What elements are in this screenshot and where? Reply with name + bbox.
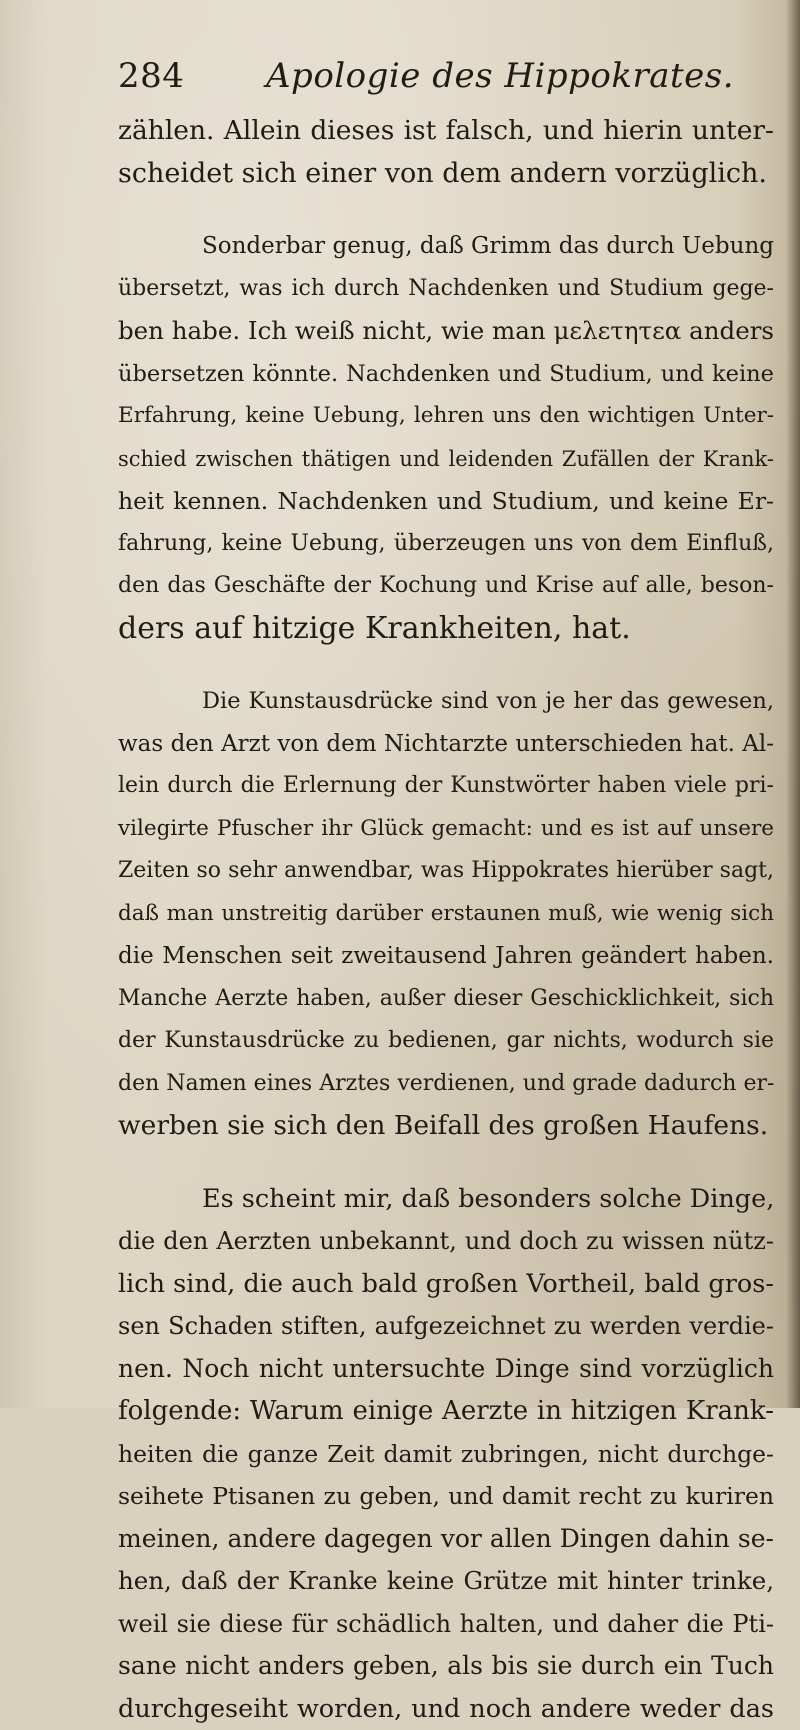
text-line: zählen. Allein dieses ist falsch, und hierin unter- [118, 110, 774, 153]
text-line: durchgeseiht worden, und noch andere weder das [118, 1688, 774, 1730]
text-line: übersetzen könnte. Nachdenken und Studium, und keine [118, 353, 774, 396]
text-line: seihete Ptisanen zu geben, und damit recht zu kuriren [118, 1475, 774, 1518]
text-line: was den Arzt von dem Nichtarzte unterschieden hat. Al- [118, 723, 774, 766]
text-line: sane nicht anders geben, als bis sie durch ein Tuch [118, 1645, 774, 1688]
text-line: Es scheint mir, daß besonders solche Dinge, [118, 1178, 774, 1221]
text-line: werben sie sich den Beifall des großen Haufens. [118, 1105, 774, 1148]
text-line: daß man unstreitig darüber erstaunen muß, wie wenig sich [118, 893, 774, 936]
text-line: den das Geschäfte der Kochung und Krise auf alle, beson- [118, 565, 774, 608]
paragraph [118, 225, 774, 650]
page-number: 284 [118, 52, 184, 100]
text-line: lein durch die Erlernung der Kunstwörter haben viele pri- [118, 765, 774, 808]
text-line: hen, daß der Kranke keine Grütze mit hinter trinke, [118, 1560, 774, 1603]
text-line: sen Schaden stiften, aufgezeichnet zu werden verdie- [118, 1305, 774, 1348]
text-line: schied zwischen thätigen und leidenden Zufällen der Krank- [118, 438, 774, 481]
text-line: die den Aerzten unbekannt, und doch zu wissen nütz- [118, 1220, 774, 1263]
page-edge-shadow [786, 0, 800, 1408]
text-line: lich sind, die auch bald großen Vortheil, bald gros- [118, 1263, 774, 1306]
text-line: heit kennen. Nachdenken und Studium, und keine Er- [118, 480, 774, 523]
paragraph [118, 1178, 774, 1730]
running-title: Apologie des Hippokrates. [266, 52, 734, 100]
paragraph-gap [118, 650, 774, 680]
text-line: Erfahrung, keine Uebung, lehren uns den wichtigen Unter- [118, 395, 774, 438]
text-line: meinen, andere dagegen vor allen Dingen dahin se- [118, 1518, 774, 1561]
text-line: übersetzt, was ich durch Nachdenken und Studium gege- [118, 268, 774, 311]
text-line: folgende: Warum einige Aerzte in hitzigen Krank- [118, 1390, 774, 1433]
paragraph [118, 680, 774, 1148]
page-header [118, 52, 758, 100]
text-line: der Kunstausdrücke zu bedienen, gar nichts, wodurch sie [118, 1020, 774, 1063]
text-line: Zeiten so sehr anwendbar, was Hippokrates hierüber sagt, [118, 850, 774, 893]
body-text [118, 110, 774, 1730]
text-line: den Namen eines Arztes verdienen, und grade dadurch er- [118, 1063, 774, 1106]
paragraph [118, 110, 774, 195]
text-line: nen. Noch nicht untersuchte Dinge sind vorzüglich [118, 1348, 774, 1391]
text-line: weil sie diese für schädlich halten, und daher die Pti- [118, 1603, 774, 1646]
paragraph-gap [118, 195, 774, 225]
text-line: heiten die ganze Zeit damit zubringen, nicht durchge- [118, 1433, 774, 1476]
text-line: scheidet sich einer von dem andern vorzüglich. [118, 153, 774, 196]
text-line: Die Kunstausdrücke sind von je her das gewesen, [118, 680, 774, 723]
text-line: vilegirte Pfuscher ihr Glück gemacht: und es ist auf unsere [118, 808, 774, 851]
text-line: Manche Aerzte haben, außer dieser Geschicklichkeit, sich [118, 978, 774, 1021]
paragraph-gap [118, 1148, 774, 1178]
text-line: ben habe. Ich weiß nicht, wie man μελετητεα anders [118, 310, 774, 353]
text-line: ders auf hitzige Krankheiten, hat. [118, 608, 774, 651]
text-line: die Menschen seit zweitausend Jahren geändert haben. [118, 935, 774, 978]
text-line: Sonderbar genug, daß Grimm das durch Uebung [118, 225, 774, 268]
text-line: fahrung, keine Uebung, überzeugen uns von dem Einfluß, [118, 523, 774, 566]
